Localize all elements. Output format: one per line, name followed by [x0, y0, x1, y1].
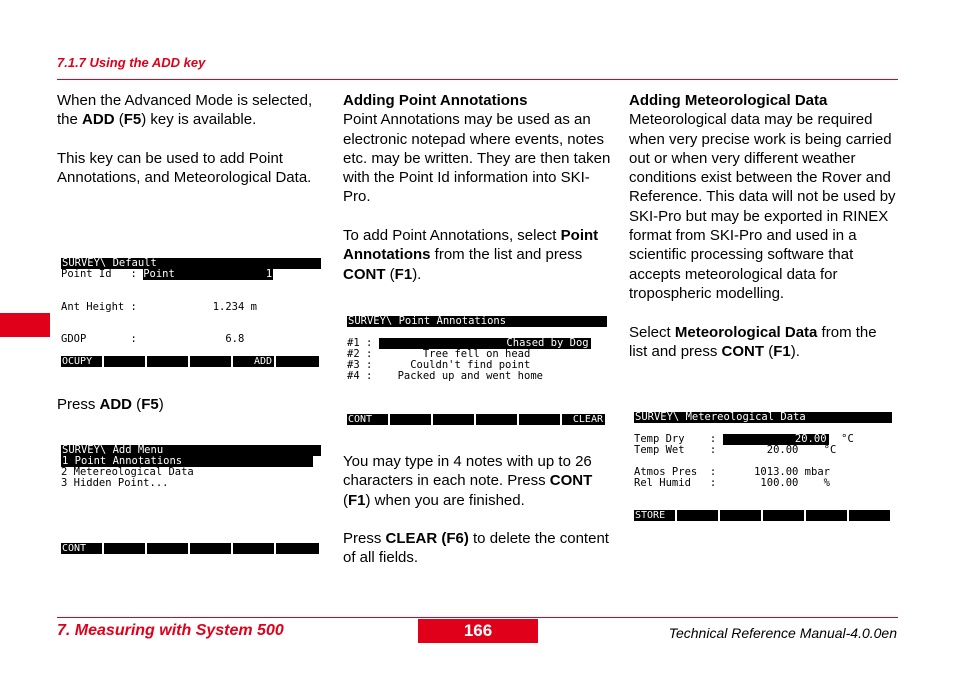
- note-1-row: #1 : Chased by Dog: [347, 337, 589, 349]
- menu-item-meteorological[interactable]: 2 Metereological Data: [61, 466, 194, 478]
- heading-point-annotations: Adding Point Annotations: [343, 92, 528, 109]
- page-number: 166: [418, 619, 538, 643]
- paragraph-advanced-mode: When the Advanced Mode is selected, the ADD (F5) key is available.: [57, 92, 313, 129]
- paragraph-type-notes: You may type in 4 notes with up to 26 characters in each note. Press CONT (F1) when you are finished.: [343, 453, 593, 509]
- function-key-bar: [634, 510, 890, 521]
- column-1: [57, 91, 317, 207]
- paragraph-select-annotations: To add Point Annotations, select Point Annotations from the list and press CONT (F1).: [343, 227, 599, 283]
- paragraph-meteorological: Meteorological data may be required when very precise work is being carried out or when very different weather conditions exist between the Rover and Reference. This data will not be used by SKI-Pro but may be exported in RINEX format from SKI-Pro and used in a scientific processing software that accepts meteorological data for tropospheric modelling.: [629, 111, 896, 302]
- screen-title: SURVEY\ Point Annotations: [347, 316, 607, 327]
- f2-key[interactable]: [677, 510, 720, 521]
- f6-key[interactable]: [849, 510, 890, 521]
- f4-key[interactable]: [190, 356, 233, 367]
- chapter-title: 7. Measuring with System 500: [57, 622, 284, 639]
- column-2: [343, 91, 613, 303]
- note-1-field[interactable]: Chased by Dog: [379, 338, 591, 349]
- paragraph-point-annotations: Point Annotations may be used as an electronic notepad where events, notes etc. may be written. They are then taken with the Point Id information into SKI-Pro.: [343, 111, 611, 206]
- temp-wet-row[interactable]: Temp Wet : 20.00 °C: [634, 444, 837, 456]
- f5-key[interactable]: [806, 510, 849, 521]
- f1-ocupy-key[interactable]: OCUPY: [61, 356, 104, 367]
- screen-title: SURVEY\ Default: [61, 258, 321, 269]
- note-3-row[interactable]: #3 : Couldn't find point: [347, 359, 531, 371]
- function-key-bar: [61, 543, 319, 554]
- temp-dry-field[interactable]: 20.00: [723, 434, 829, 445]
- rel-humid-row[interactable]: Rel Humid : 100.00 %: [634, 477, 830, 489]
- f3-key[interactable]: [147, 543, 190, 554]
- paragraph-clear-fields: Press CLEAR (F6) to delete the content of all fields.: [343, 530, 609, 567]
- point-id-row: Point Id : Point 1: [61, 268, 273, 280]
- screen-title: SURVEY\ Add Menu: [61, 445, 321, 456]
- point-id-field[interactable]: Point 1: [143, 268, 273, 280]
- side-tab-marker: [0, 313, 50, 337]
- function-key-bar: [61, 356, 319, 367]
- f6-key[interactable]: [276, 356, 319, 367]
- f2-key[interactable]: [104, 543, 147, 554]
- f4-key[interactable]: [476, 414, 519, 425]
- f3-key[interactable]: [720, 510, 763, 521]
- gdop-row: GDOP : 6.8: [61, 333, 245, 345]
- f3-key[interactable]: [433, 414, 476, 425]
- f5-key[interactable]: [233, 543, 276, 554]
- header-rule: [57, 79, 898, 80]
- f2-key[interactable]: [390, 414, 433, 425]
- press-add-text: Press ADD (F5): [57, 396, 164, 413]
- screen-point-annotations: [347, 316, 607, 426]
- paragraph-select-meteorological: Select Meteorological Data from the list and press CONT (F1).: [629, 323, 877, 360]
- screen-title: SURVEY\ Metereological Data: [634, 412, 892, 423]
- atmos-pres-row[interactable]: Atmos Pres : 1013.00 mbar: [634, 466, 830, 478]
- heading-meteorological-data: Adding Meteorological Data: [629, 92, 828, 109]
- paragraph-add-key-use: This key can be used to add Point Annotations, and Meteorological Data.: [57, 149, 312, 187]
- temp-dry-row: Temp Dry : 20.00 °C: [634, 433, 854, 445]
- f4-key[interactable]: [763, 510, 806, 521]
- f1-cont-key[interactable]: CONT: [61, 543, 104, 554]
- screen-survey-default: [61, 258, 321, 368]
- screen-add-menu: [61, 445, 321, 555]
- f3-key[interactable]: [147, 356, 190, 367]
- note-4-row[interactable]: #4 : Packed up and went home: [347, 370, 543, 382]
- f6-clear-key[interactable]: CLEAR: [562, 414, 605, 425]
- column-3: [629, 91, 897, 380]
- screen-meteorological-data: [634, 412, 892, 522]
- manual-title: Technical Reference Manual-4.0.0en: [668, 625, 897, 641]
- f2-key[interactable]: [104, 356, 147, 367]
- note-2-row[interactable]: #2 : Tree fell on head: [347, 348, 531, 360]
- ant-height-row: Ant Height : 1.234 m: [61, 301, 257, 313]
- menu-item-hidden-point[interactable]: 3 Hidden Point...: [61, 477, 169, 489]
- f5-key[interactable]: [519, 414, 562, 425]
- f4-key[interactable]: [190, 543, 233, 554]
- f1-store-key[interactable]: STORE: [634, 510, 677, 521]
- function-key-bar: [347, 414, 605, 425]
- section-title: 7.1.7 Using the ADD key: [57, 55, 206, 70]
- f6-key[interactable]: [276, 543, 319, 554]
- menu-item-point-annotations[interactable]: 1 Point Annotations: [61, 456, 313, 467]
- f1-cont-key[interactable]: CONT: [347, 414, 390, 425]
- f5-add-key[interactable]: ADD: [233, 356, 276, 367]
- footer-rule: [57, 617, 898, 618]
